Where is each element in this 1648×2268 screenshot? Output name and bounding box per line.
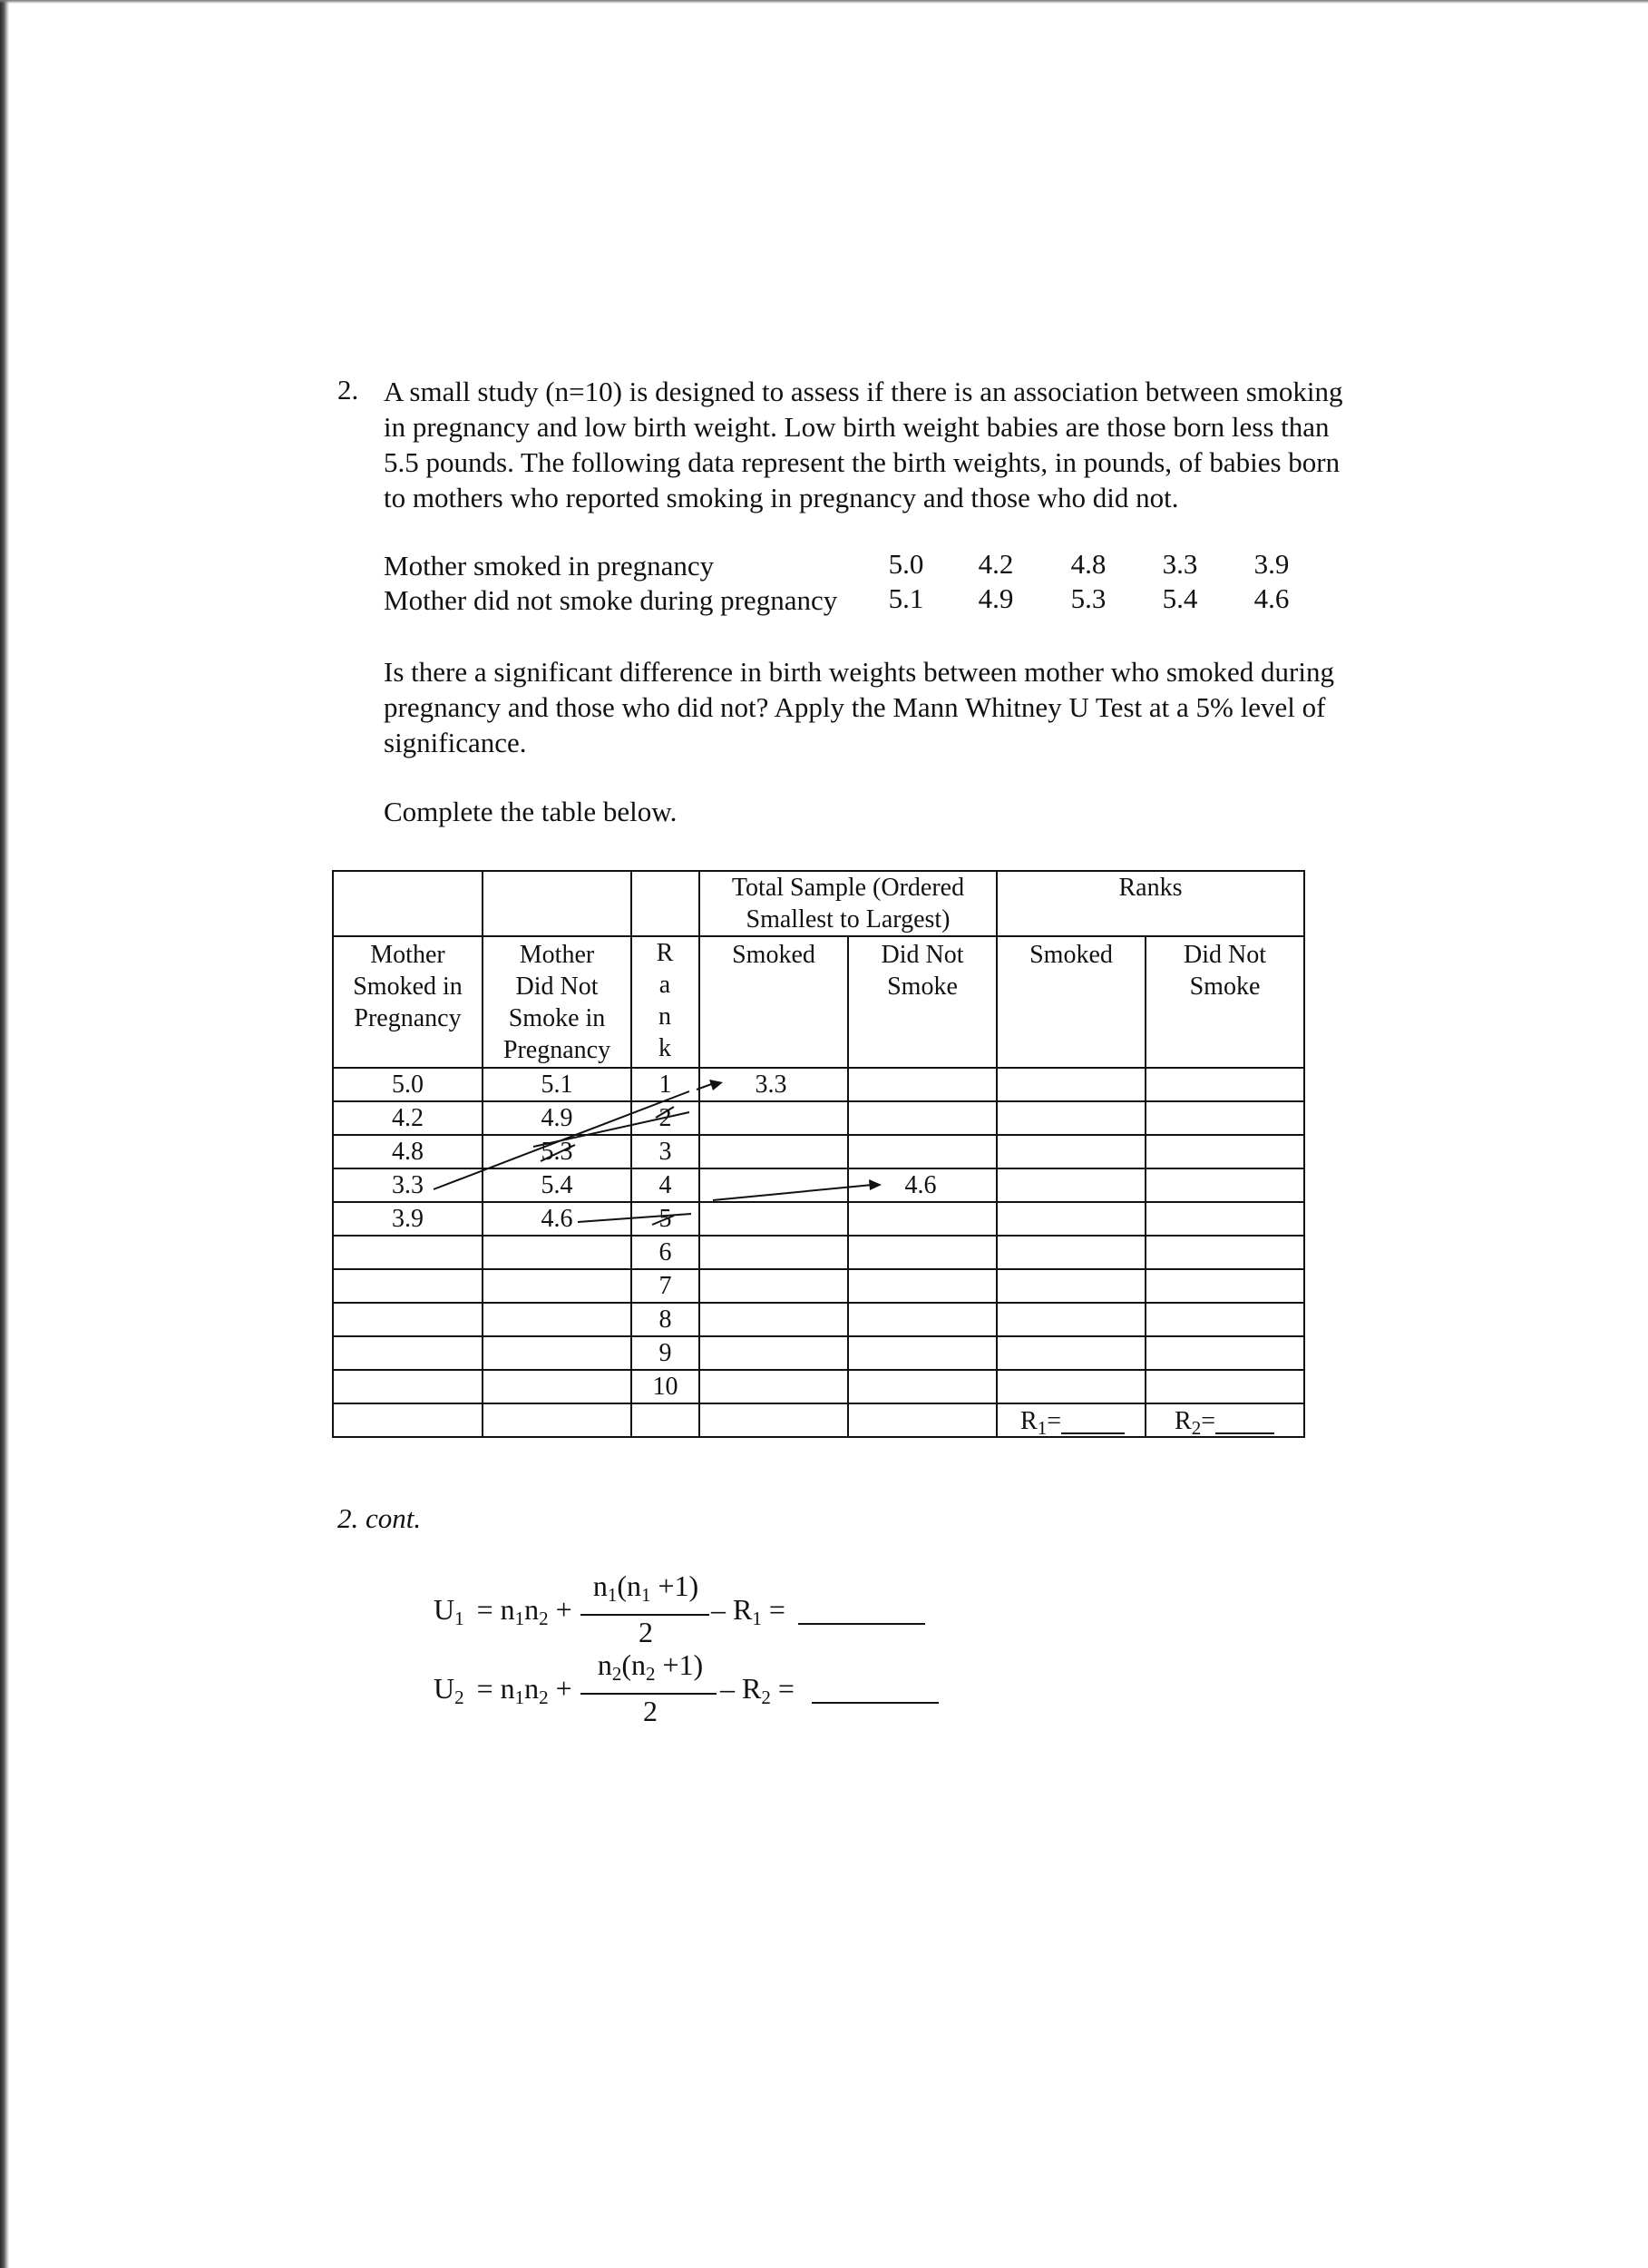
u2-numer-n: n — [597, 1648, 612, 1681]
data-value: 4.2 — [978, 548, 1014, 580]
table-cell-rank: 3 — [658, 1138, 672, 1166]
r2-letter: R — [1175, 1407, 1192, 1435]
table-cell-rank: 5 — [658, 1205, 672, 1233]
table-cell-not-smoke: 4.9 — [541, 1104, 573, 1132]
formula-u1-right — [711, 1593, 785, 1630]
question-line-2: in pregnancy and low birth weight. Low birth weight babies are those born less than — [384, 411, 1330, 443]
header-total-sample-line-2: Smallest to Largest) — [746, 905, 951, 934]
formula-u1-numerator: $n_1(n_1 +1)$ — [592, 1569, 699, 1606]
formula-u1-left — [434, 1593, 572, 1630]
col-rank-letter: k — [658, 1034, 671, 1062]
u1-numer-n: n — [592, 1569, 608, 1602]
prompt-line-1: Is there a significant difference in birth weights between mother who smoked during — [384, 656, 1334, 688]
table-cell-rank: 9 — [658, 1339, 672, 1367]
ranks-smoked: Smoked — [1029, 941, 1113, 969]
u1-numer-end: +1) — [650, 1569, 699, 1602]
table-cell-not-smoke: 5.4 — [541, 1171, 573, 1199]
question-line-4: to mothers who reported smoking in pregnancy and those who did not. — [384, 482, 1179, 513]
table-cell-rank: 6 — [658, 1238, 672, 1266]
ranks-did-not-line-2: Smoke — [1189, 973, 1261, 1001]
ranks-did-not-line-1: Did Not — [1184, 941, 1266, 969]
data-value: 5.3 — [1070, 582, 1107, 614]
r2-subscript: 2 — [1191, 1417, 1202, 1439]
question-line-3: 5.5 pounds. The following data represent the birth weights, in pounds, of babies born — [384, 446, 1341, 478]
u1-symbol: U — [434, 1593, 455, 1626]
u2-symbol: U — [434, 1672, 455, 1705]
table-cell-rank: 10 — [652, 1373, 678, 1401]
u1-denominator: 2 — [639, 1616, 653, 1648]
col-not-smoke-line-2: Did Not — [515, 973, 599, 1001]
header-total-sample-line-1: Total Sample (Ordered — [731, 874, 965, 902]
u2-numer-end: +1) — [655, 1648, 704, 1681]
data-value: 4.9 — [978, 582, 1014, 614]
table-cell-rank: 2 — [658, 1104, 672, 1132]
col-smoked-line-2: Smoked in — [353, 973, 463, 1001]
sub-did-not-line-1: Did Not — [881, 941, 964, 969]
sub-did-not-line-2: Smoke — [887, 973, 958, 1001]
table-cell-not-smoke: 5.3 — [541, 1138, 573, 1166]
r2-label: $R_2=$ — [1175, 1407, 1215, 1439]
data-row-smoked-label: Mother smoked in pregnancy — [384, 550, 715, 582]
table-cell-smoked: 4.8 — [392, 1138, 424, 1166]
table-cell-rank: 8 — [658, 1305, 672, 1334]
table-cell-rank: 7 — [658, 1272, 672, 1300]
question-line-1: A small study (n=10) is designed to assess if there is an association between smoking — [384, 376, 1343, 407]
instruction: Complete the table below. — [384, 796, 678, 827]
table-cell-smoked: 3.9 — [392, 1205, 424, 1233]
u1-product: = $n_1n_2$ + — [476, 1593, 572, 1629]
table-cell-not-smoke: 4.6 — [541, 1205, 573, 1233]
u1-equals: = — [761, 1593, 785, 1626]
u1-r-subscript: 1 — [752, 1608, 762, 1629]
question-number: 2. — [337, 374, 359, 406]
u1-minus-r: – R — [711, 1593, 753, 1626]
data-value: 5.0 — [888, 548, 924, 580]
formula-u2-right — [720, 1672, 795, 1709]
u2-r-subscript: 2 — [761, 1686, 771, 1708]
col-not-smoke-line-1: Mother — [519, 941, 595, 969]
sub-smoked: Smoked — [732, 941, 815, 969]
u2-answer-blank[interactable] — [812, 1678, 939, 1704]
r1-label: $R_1=$ — [1020, 1407, 1061, 1439]
u2-minus-r: – R — [720, 1672, 762, 1705]
u2-denominator: 2 — [643, 1695, 658, 1727]
col-rank-letter: a — [658, 971, 671, 999]
formula-u2-numerator: $n_2(n_2 +1)$ — [597, 1648, 704, 1685]
r1-letter: R — [1020, 1407, 1038, 1435]
table-cell-rank: 4 — [658, 1171, 672, 1199]
cont-label: 2. cont. — [337, 1502, 422, 1534]
filled-total-smoked: 3.3 — [755, 1070, 787, 1099]
col-rank-letter: n — [658, 1002, 671, 1031]
data-value: 4.8 — [1070, 548, 1107, 580]
r1-subscript: 1 — [1037, 1417, 1048, 1439]
data-row-not-smoke-label: Mother did not smoke during pregnancy — [384, 584, 838, 616]
formula-u2-left — [434, 1672, 572, 1709]
col-smoked-line-1: Mother — [370, 941, 445, 969]
data-value: 5.1 — [888, 582, 924, 614]
col-rank-letter: R — [656, 939, 674, 967]
data-value: 5.4 — [1162, 582, 1198, 614]
prompt-line-2: pregnancy and those who did not? Apply the Mann Whitney U Test at a 5% level of — [384, 691, 1326, 723]
table-cell-smoked: 4.2 — [392, 1104, 424, 1132]
prompt-line-3: significance. — [384, 727, 527, 758]
u1-answer-blank[interactable] — [798, 1599, 925, 1625]
u2-product: = $n_1n_2$ + — [476, 1672, 572, 1708]
table-cell-smoked: 3.3 — [392, 1171, 424, 1199]
u2-numer-rest: (n — [621, 1648, 646, 1681]
header-ranks: Ranks — [1118, 874, 1183, 902]
u1-numer-rest: (n — [617, 1569, 641, 1602]
col-not-smoke-line-3: Smoke in — [508, 1004, 606, 1032]
u2-subscript: 2 — [454, 1686, 464, 1708]
filled-total-did-not: 4.6 — [904, 1171, 937, 1199]
u2-equals: = — [770, 1672, 795, 1705]
col-smoked-line-3: Pregnancy — [354, 1004, 462, 1032]
col-not-smoke-line-4: Pregnancy — [502, 1036, 611, 1064]
data-value: 3.3 — [1162, 548, 1198, 580]
table-cell-not-smoke: 5.1 — [541, 1070, 573, 1099]
table-cell-rank: 1 — [658, 1070, 672, 1099]
data-value: 4.6 — [1253, 582, 1290, 614]
table-cell-smoked: 5.0 — [392, 1070, 424, 1099]
u1-subscript: 1 — [454, 1608, 464, 1629]
data-value: 3.9 — [1253, 548, 1290, 580]
